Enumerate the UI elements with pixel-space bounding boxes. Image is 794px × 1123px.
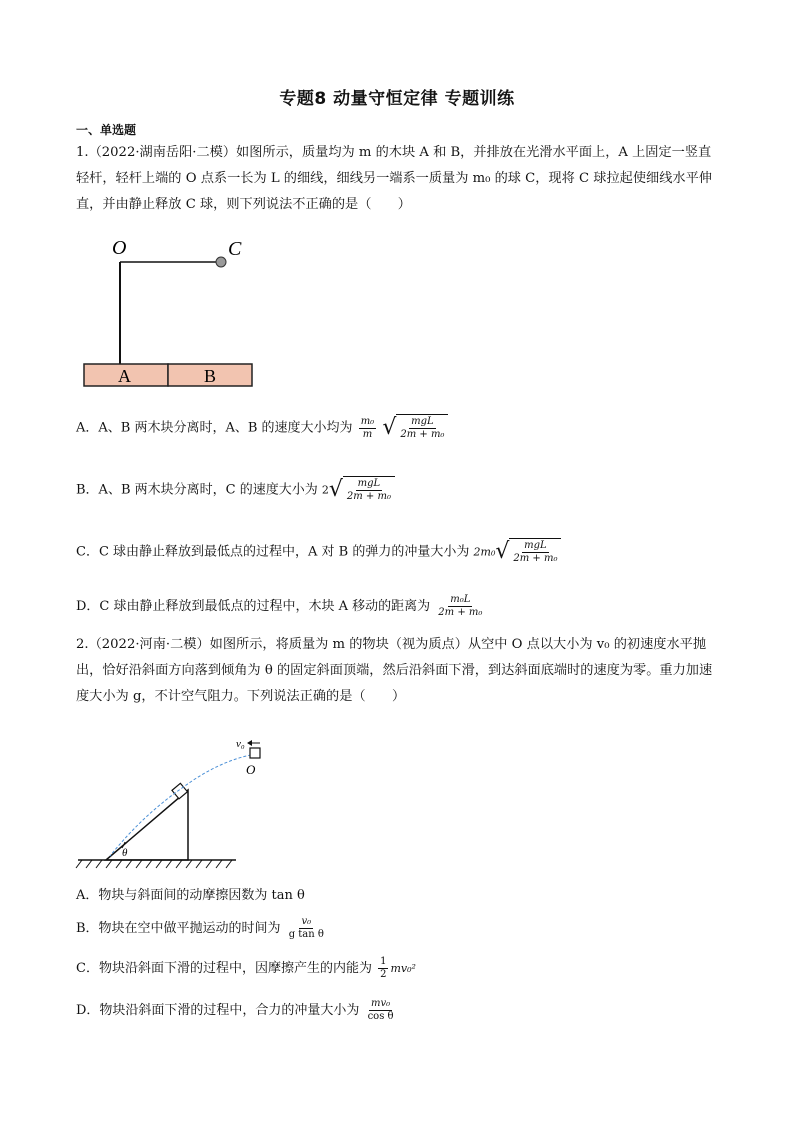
page-title: 专题8 动量守恒定律 专题训练 xyxy=(279,89,515,109)
num: m₀ xyxy=(360,415,375,427)
question-2-figure xyxy=(70,730,256,872)
expr: mv₀² xyxy=(390,962,416,975)
ground-hatching xyxy=(76,860,232,868)
den: g tan θ xyxy=(288,929,324,940)
den: 2 xyxy=(380,969,387,980)
q1-option-a xyxy=(76,414,448,442)
block-on-incline xyxy=(172,783,187,798)
den: 2m + m₀ xyxy=(438,607,483,618)
section-heading: 一、单选题 xyxy=(76,123,137,137)
num: mgL xyxy=(411,416,434,427)
label-b: B xyxy=(204,366,217,386)
q2-option-c xyxy=(76,956,416,981)
ball-c xyxy=(216,257,226,267)
den: 2m + m₀ xyxy=(513,553,558,564)
question-1-text: 1.（2022·湖南岳阳·二模）如图所示，质量均为 m 的木块 A 和 B，并排放在光滑水平面上，A 上固定一竖直轻杆，轻杆上端的 O 点系一长为 L 的细线，细线另一端系一质量为 m₀ 的球 C，现将 C 球拉起使细线水平伸直，并由静止释放 C 球，则下列说法不正确的是（ ） xyxy=(76,145,712,212)
q1-option-c-text: C．C 球由静止释放到最低点的过程中，A 对 B 的弹力的冲量大小为 xyxy=(76,544,470,560)
sqrt: √ $\frac{\text{mgL}}{\text{2m + m₀}}$ xyxy=(382,414,448,442)
label-a: A xyxy=(118,366,131,386)
q1-option-b-text: B．A、B 两木块分离时，C 的速度大小为 xyxy=(76,482,318,498)
q2-option-b-text: B．物块在空中做平抛运动的时间为 xyxy=(76,921,281,936)
label-c: C xyxy=(228,238,242,260)
fraction xyxy=(366,998,396,1023)
q1-option-b xyxy=(76,476,395,504)
question-1-figure xyxy=(78,232,258,392)
label-o: O xyxy=(112,237,127,259)
num: mv₀ xyxy=(370,998,391,1009)
num: mgL xyxy=(524,540,547,551)
q1-option-d xyxy=(76,594,486,619)
sqrt: √ $\frac{\text{mgL}}{\text{2m + m₀}}$ xyxy=(329,476,395,504)
q2-option-d-text: D．物块沿斜面下滑的过程中，合力的冲量大小为 xyxy=(76,1003,360,1018)
q1-option-d-text: D．C 球由静止释放到最低点的过程中，木块 A 移动的距离为 xyxy=(76,599,431,614)
fraction xyxy=(287,916,326,941)
question-2-text: 2.（2022·河南·二模）如图所示，将质量为 m 的物块（视为质点）从空中 O 点以大小为 v₀ 的初速度水平抛出，恰好沿斜面方向落到倾角为 θ 的固定斜面顶端，然后沿斜面下滑，到达斜面底端时的速度为零。重力加速度大小为 g，不计空气阻力。下列说法正确的是（ ） xyxy=(76,637,713,704)
num: 1 xyxy=(380,956,387,967)
den: 2m + m₀ xyxy=(400,429,445,440)
den: m xyxy=(362,428,373,440)
q1-option-c xyxy=(76,538,561,566)
block-at-o xyxy=(250,748,260,758)
q2-option-a: A．物块与斜面间的动摩擦因数为 tan θ xyxy=(76,888,305,903)
fraction xyxy=(359,416,377,441)
num: mgL xyxy=(357,478,381,489)
label-theta: θ xyxy=(122,847,128,859)
q1-option-a-text: A．A、B 两木块分离时，A、B 的速度大小均为 xyxy=(76,420,353,436)
fraction xyxy=(436,594,484,619)
q2-option-d xyxy=(76,998,398,1023)
coef: 2 xyxy=(321,483,329,497)
label-v0: v₀ xyxy=(236,738,245,750)
coef: 2m₀ xyxy=(473,545,496,559)
arrow-head xyxy=(247,740,252,746)
num: v₀ xyxy=(301,916,312,927)
fraction xyxy=(378,956,388,981)
q2-option-b xyxy=(76,916,328,941)
trajectory xyxy=(110,754,256,856)
sqrt: √ $\frac{\text{mgL}}{\text{2m + m₀}}$ xyxy=(495,538,561,566)
incline xyxy=(106,790,188,860)
num: m₀L xyxy=(450,594,471,605)
label-o: O xyxy=(246,762,256,777)
q2-option-c-text: C．物块沿斜面下滑的过程中，因摩擦产生的内能为 xyxy=(76,961,372,976)
den: cos θ xyxy=(367,1011,394,1022)
den: 2m + m₀ xyxy=(346,491,391,502)
